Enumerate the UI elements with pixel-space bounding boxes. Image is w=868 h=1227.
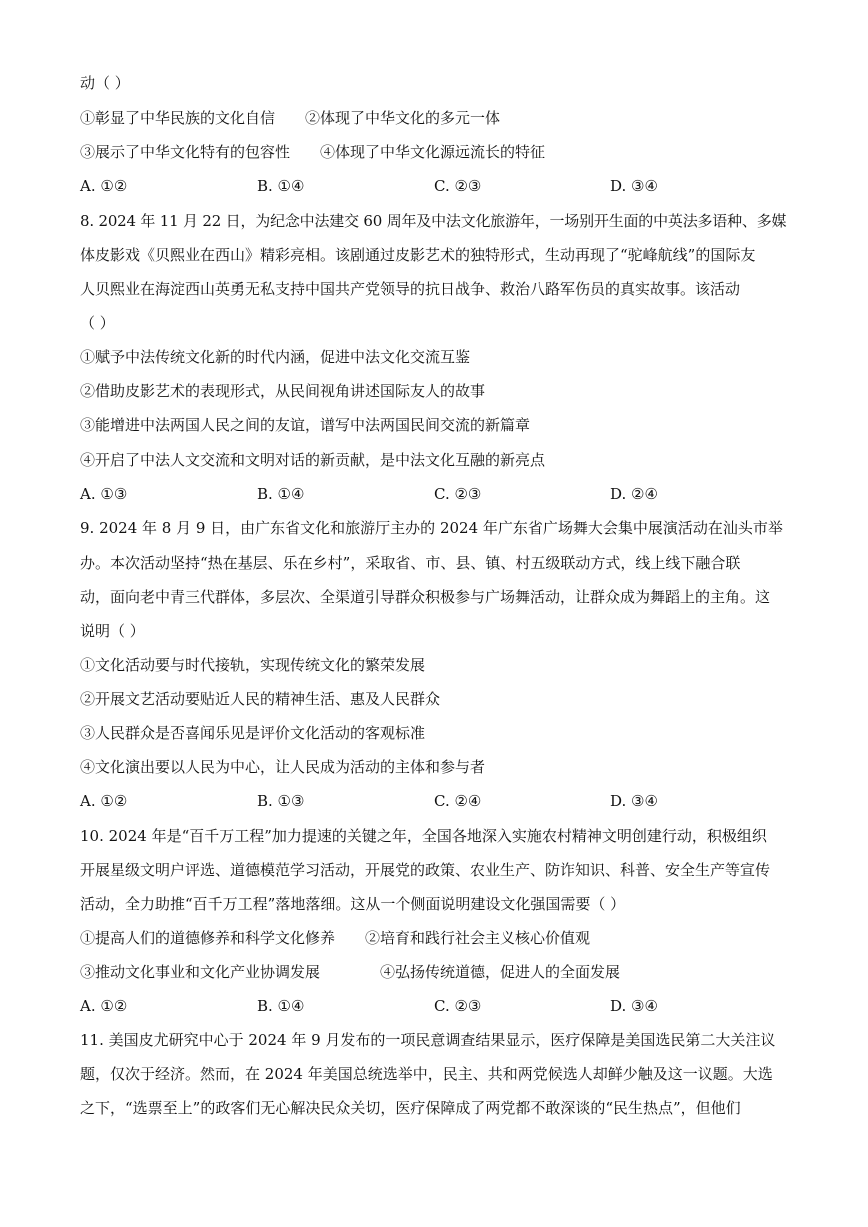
q10-statement-1-2: ①提高人们的道德修养和科学文化修养 ②培育和践行社会主义核心价值观 [80,929,591,947]
q8-statement-4: ④开启了中法人文交流和文明对话的新贡献，是中法文化互融的新亮点 [80,451,546,469]
q9-statement-1: ①文化活动要与时代接轨，实现传统文化的繁荣发展 [80,656,426,674]
q7-statement-1-2: ①彰显了中华民族的文化自信 ②体现了中华文化的多元一体 [80,109,501,127]
q7-statement-3-4: ③展示了中华文化特有的包容性 ④体现了中华文化源远流长的特征 [80,143,546,161]
q10-option-d[interactable]: D. ③④ [610,997,658,1015]
q7-option-d[interactable]: D. ③④ [610,177,658,195]
q7-stem-continuation: 动（ ） [80,74,130,92]
q11-stem-line-2: 题，仅次于经济。然而，在 2024 年美国总统选举中，民主、共和两党候选人却鲜少触及这一议题。大选 [80,1065,773,1083]
q10-option-a[interactable]: A. ①② [80,997,128,1015]
q8-option-b[interactable]: B. ①④ [257,485,305,503]
q9-stem-line-3: 动，面向老中青三代群体，多层次、全渠道引导群众积极参与广场舞活动，让群众成为舞蹈上的主角。这 [80,588,771,606]
q8-stem-line-4: （ ） [80,314,115,332]
q7-options [80,176,800,196]
q9-options [80,791,800,811]
q10-stem-line-3: 活动，全力助推“百千万工程”落地落细。这从一个侧面说明建设文化强国需要（ ） [80,895,626,913]
q8-stem-line-2: 体皮影戏《贝熙业在西山》精彩亮相。该剧通过皮影艺术的独特形式，生动再现了“驼峰航线”的国际友 [80,246,756,264]
q8-statement-3: ③能增进中法两国人民之间的友谊，谱写中法两国民间交流的新篇章 [80,416,531,434]
q9-option-c[interactable]: C. ②④ [434,792,482,810]
q8-statement-1: ①赋予中法传统文化新的时代内涵，促进中法文化交流互鉴 [80,348,471,366]
q10-options [80,996,800,1016]
q11-stem-line-3: 之下，“选票至上”的政客们无心解决民众关切，医疗保障成了两党都不敢深谈的“民生热点”，但他们 [80,1099,741,1117]
q10-statement-3-4: ③推动文化事业和文化产业协调发展 ④弘扬传统道德，促进人的全面发展 [80,963,621,981]
q9-statement-2: ②开展文艺活动要贴近人民的精神生活、惠及人民群众 [80,690,441,708]
q9-option-a[interactable]: A. ①② [80,792,128,810]
q8-option-c[interactable]: C. ②③ [434,485,482,503]
q7-option-a[interactable]: A. ①② [80,177,128,195]
q8-stem-line-3: 人贝熙业在海淀西山英勇无私支持中国共产党领导的抗日战争、救治八路军伤员的真实故事。该活动 [80,280,741,298]
q9-stem-line-4: 说明（ ） [80,622,145,640]
q8-stem-line-1: 8. 2024 年 11 月 22 日，为纪念中法建交 60 周年及中法文化旅游年，一场别开生面的中英法多语种、多媒 [80,212,787,230]
q9-option-d[interactable]: D. ③④ [610,792,658,810]
q8-option-a[interactable]: A. ①③ [80,485,128,503]
q8-options [80,484,800,504]
q9-statement-4: ④文化演出要以人民为中心，让人民成为活动的主体和参与者 [80,758,486,776]
q10-stem-line-1: 10. 2024 年是“百千万工程”加力提速的关键之年，全国各地深入实施农村精神文明创建行动，积极组织 [80,827,767,845]
q8-statement-2: ②借助皮影艺术的表现形式，从民间视角讲述国际友人的故事 [80,382,486,400]
q10-option-b[interactable]: B. ①④ [257,997,305,1015]
q9-statement-3: ③人民群众是否喜闻乐见是评价文化活动的客观标准 [80,724,426,742]
q7-option-c[interactable]: C. ②③ [434,177,482,195]
q9-option-b[interactable]: B. ①③ [257,792,305,810]
q9-stem-line-2: 办。本次活动坚持“热在基层、乐在乡村”，采取省、市、县、镇、村五级联动方式，线上线下融合联 [80,554,741,572]
q9-stem-line-1: 9. 2024 年 8 月 9 日，由广东省文化和旅游厅主办的 2024 年广东省广场舞大会集中展演活动在汕头市举 [80,519,783,537]
q10-stem-line-2: 开展星级文明户评选、道德模范学习活动，开展党的政策、农业生产、防诈知识、科普、安全生产等宣传 [80,861,771,879]
q11-stem-line-1: 11. 美国皮尤研究中心于 2024 年 9 月发布的一项民意调查结果显示，医疗保障是美国选民第二大关注议 [80,1031,776,1049]
q7-option-b[interactable]: B. ①④ [257,177,305,195]
q10-option-c[interactable]: C. ②③ [434,997,482,1015]
q8-option-d[interactable]: D. ②④ [610,485,658,503]
